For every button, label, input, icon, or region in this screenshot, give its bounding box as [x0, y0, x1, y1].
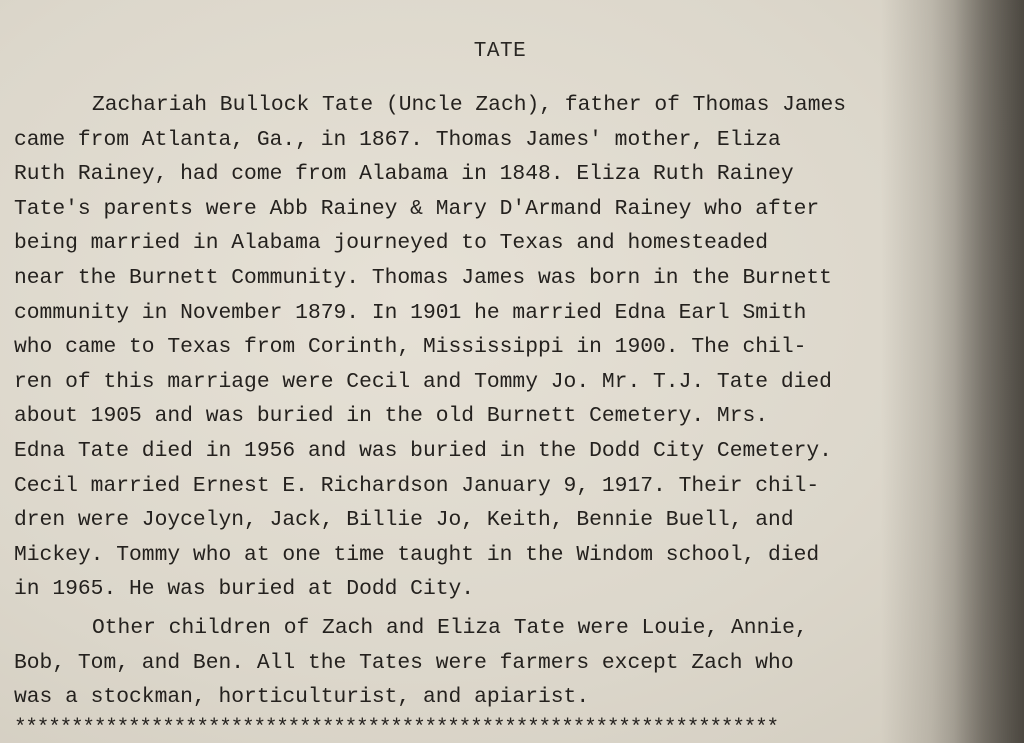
- text-line: community in November 1879. In 1901 he married Edna Earl Smith: [14, 300, 807, 325]
- text-line: near the Burnett Community. Thomas James was born in the Burnett: [14, 265, 832, 290]
- paragraph-main: [14, 88, 974, 607]
- paragraph-other-children: [14, 611, 974, 715]
- text-line: being married in Alabama journeyed to Texas and homesteaded: [14, 231, 769, 256]
- page-title: TATE: [473, 40, 527, 63]
- text-line: Mickey. Tommy who at one time taught in the Windom school, died: [14, 542, 820, 567]
- text-line: Tate's parents were Abb Rainey & Mary D'Armand Rainey who after: [14, 196, 820, 221]
- text-line: Bob, Tom, and Ben. All the Tates were farmers except Zach who: [14, 650, 794, 675]
- text-line: was a stockman, horticulturist, and apiarist.: [14, 685, 590, 710]
- text-line: Edna Tate died in 1956 and was buried in the Dodd City Cemetery.: [14, 438, 832, 463]
- text-line: who came to Texas from Corinth, Mississippi in 1900. The chil-: [14, 335, 807, 360]
- text-line: came from Atlanta, Ga., in 1867. Thomas James' mother, Eliza: [14, 127, 781, 152]
- text-line: Other children of Zach and Eliza Tate were Louie, Annie,: [92, 616, 808, 640]
- text-line: ren of this marriage were Cecil and Tommy Jo. Mr. T.J. Tate died: [14, 369, 832, 394]
- text-line: in 1965. He was buried at Dodd City.: [14, 577, 475, 602]
- text-line: Ruth Rainey, had come from Alabama in 1848. Eliza Ruth Rainey: [14, 162, 794, 187]
- text-line: dren were Joycelyn, Jack, Billie Jo, Keith, Bennie Buell, and: [14, 508, 794, 533]
- asterisk-separator: *******************************************************************: [14, 717, 778, 740]
- text-line: Zachariah Bullock Tate (Uncle Zach), father of Thomas James: [92, 93, 847, 117]
- text-line: Cecil married Ernest E. Richardson January 9, 1917. Their chil-: [14, 473, 820, 498]
- text-line: about 1905 and was buried in the old Burnett Cemetery. Mrs.: [14, 404, 769, 429]
